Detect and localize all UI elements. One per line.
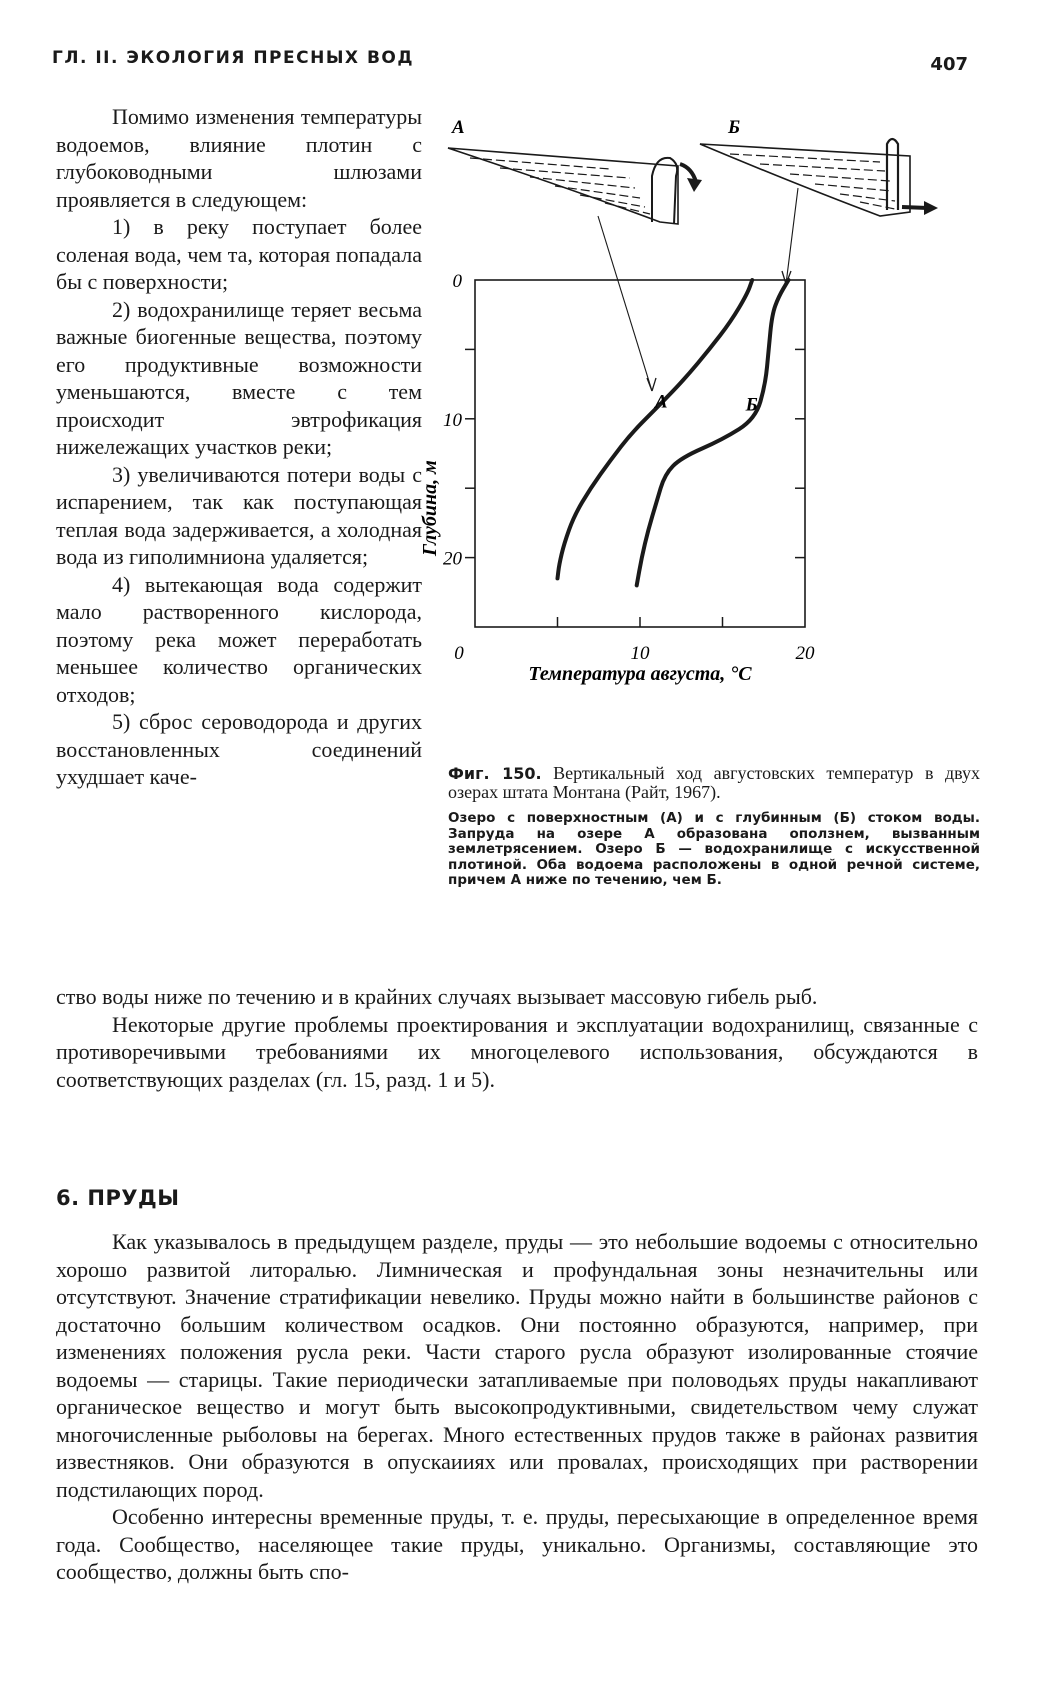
y-tick-label: 0	[452, 271, 462, 292]
caption-text: Вертикальный ход августовских температур в двух озерах штата Монтана (Райт, 1967).	[448, 763, 981, 802]
paragraph: Особенно интересны временные пруды, т. е. пруды, пересыхающие в определенное время года. Сообщество, населяющее такие пруды, уникально. Организмы, составляющие это сообщество, должны быть спо-	[56, 1504, 978, 1584]
sketch-a-label: А	[452, 117, 465, 138]
paragraph: Как указывалось в предыдущем разделе, пруды — это небольшие водоемы с относительно хорошо развитой литоралью. Лимническая и профундальная зоны незначительны или отсутствуют. Значение стратификации невелико. Пруды можно найти в большинстве районов с достаточно большим количеством осадков. Они постоянно образуются, например, при изменениях положения русла реки. Части старого русла образуют изолированные стоячие водоемы — старицы. Такие периодически затапливаемые при половодьях пруды накапливают органическое вещество и могут быть высокопродуктивными, свидетельством чему служат многочисленные рыболовы на берегах. Много естественных прудов также в районах развития известняков. Они образуются в опускаииях или провалах, происходящих при растворении подстилающих пород.	[56, 1229, 978, 1502]
list-item: 2) водохранилище теряет весьма важные биогенные вещества, поэтому его продуктивные возможности уменьшаются, вместе с тем происходит эвтрофикация нижележащих участков реки;	[56, 296, 422, 459]
x-tick-label: 20	[795, 643, 815, 664]
continuation-text	[56, 983, 978, 1093]
sketch-lake-a	[448, 117, 702, 224]
section-heading: 6. ПРУДЫ	[56, 1186, 180, 1210]
caption-main	[448, 764, 980, 802]
curves	[558, 280, 789, 585]
figure-caption	[448, 764, 980, 889]
temperature-depth-chart	[419, 271, 815, 685]
caption-note: Озеро с поверхностным (А) и с глубинным (Б) стоком воды. Запруда на озере А образована оползнем, вызванным землетрясением. Озеро Б — водохранилище с искусственной плотиной. Оба водоема расположены в одной речной системе, причем А ниже по течению, чем Б.	[448, 810, 980, 888]
x-tick-label: 10	[630, 643, 650, 664]
pointer-line-a	[598, 216, 652, 391]
section-text	[56, 1228, 978, 1586]
y-axis-label: Глубина, м	[419, 460, 441, 556]
x-axis-label: Температура августа, °C	[528, 663, 752, 685]
paragraph: Помимо изменения температуры водоемов, влияние плотин с глубоководными шлюзами проявляется в следующем:	[56, 104, 422, 212]
curve-b	[637, 280, 789, 585]
curve-label: Б	[745, 394, 758, 416]
curve-label: А	[654, 391, 668, 413]
paragraph: Некоторые другие проблемы проектирования и эксплуатации водохранилищ, связанные с противоречивыми требованиями их многоцелевого использования, обсуждаются в соответствующих разделах (гл. 15, разд. 1 и 5).	[56, 1011, 978, 1092]
sketch-b-label: Б	[728, 117, 741, 138]
list-item: 4) вытекающая вода содержит мало растворенного кислорода, поэтому река может переработать меньшее количество органических отходов;	[56, 571, 422, 707]
paragraph-continuation: ство воды ниже по течению и в крайних случаях вызывает массовую гибель рыб.	[56, 984, 818, 1009]
list-item: 5) сброс сероводорода и других восстановленных соединений ухудшает каче-	[56, 709, 422, 789]
x-tick-label: 0	[454, 643, 464, 664]
left-column-text	[56, 103, 422, 791]
page-number: 407	[930, 54, 968, 75]
tick-labels	[443, 271, 815, 664]
running-head: ГЛ. II. ЭКОЛОГИЯ ПРЕСНЫХ ВОД	[52, 48, 415, 68]
curve-a	[558, 280, 753, 578]
sketch-lake-b	[700, 117, 938, 216]
list-item: 1) в реку поступает более соленая вода, чем та, которая попадала бы с поверхности;	[56, 214, 422, 294]
caption-label: Фиг. 150.	[448, 764, 542, 783]
figure-150	[419, 106, 980, 741]
y-tick-label: 10	[443, 409, 462, 431]
list-item: 3) увеличиваются потери воды с испарением, так как поступающая теплая вода задерживается, а холодная вода из гиполимниона удаляется;	[56, 461, 422, 569]
y-tick-label: 20	[443, 548, 462, 570]
pointer-line-b	[786, 188, 798, 284]
